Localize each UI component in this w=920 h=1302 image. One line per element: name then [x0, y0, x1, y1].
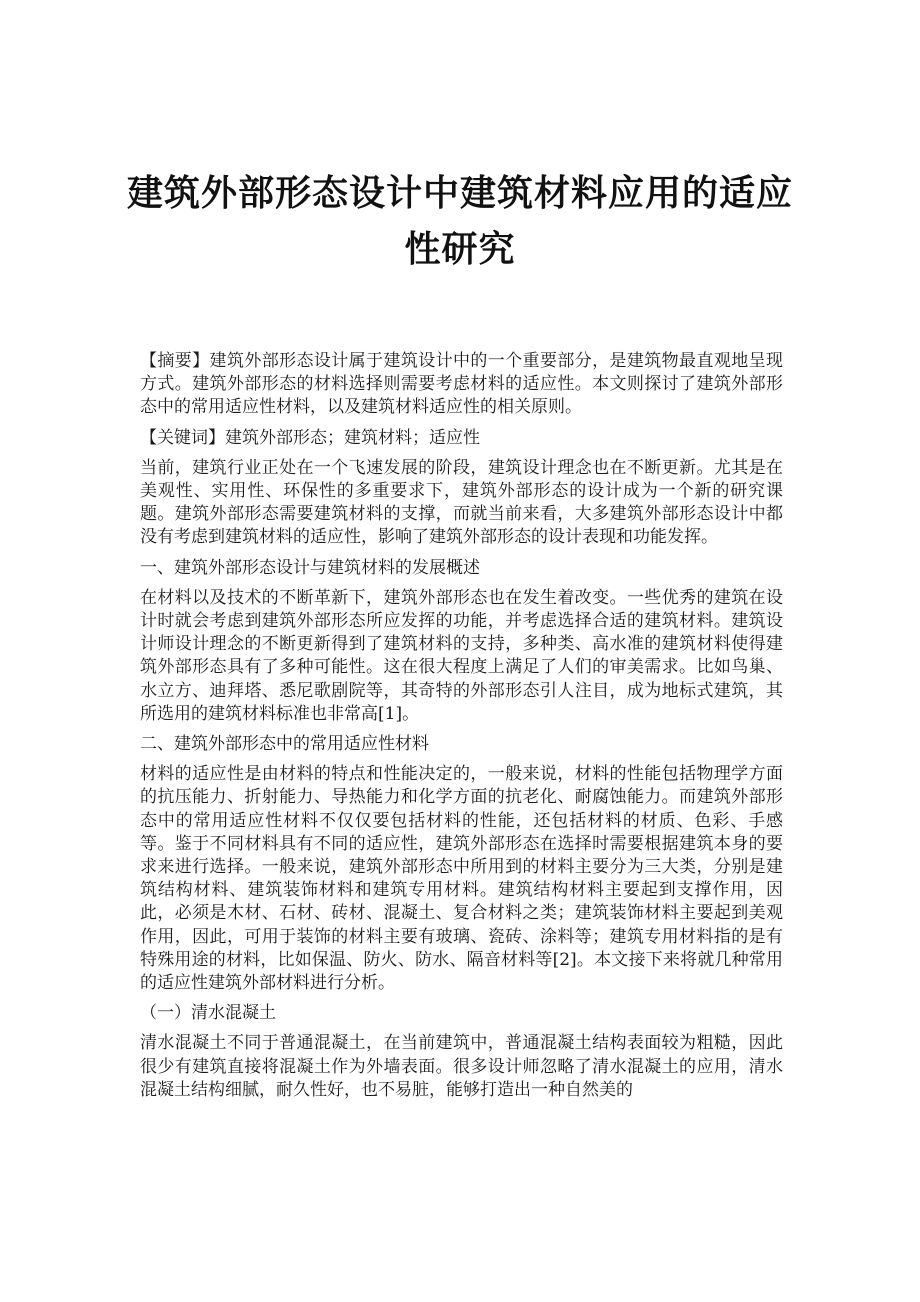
document-body — [140, 350, 783, 1109]
section-heading-1: 一、建筑外部形态设计与建筑材料的发展概述 — [140, 557, 480, 578]
abstract-paragraph: 【摘要】建筑外部形态设计属于建筑设计中的一个重要部分，是建筑物最直观地呈现方式。建筑外部形态的材料选择则需要考虑材料的适应性。本文则探讨了建筑外部形态中的常用适应性材料，以及建筑材料适应性的相关原则。 — [140, 351, 783, 418]
section-2-paragraph: 材料的适应性是由材料的特点和性能决定的，一般来说，材料的性能包括物理学方面的抗压能力、折射能力、导热能力和化学方面的抗老化、耐腐蚀能力。而建筑外部形态中的常用适应性材料不仅仅要包括材料的性能，还包括材料的材质、色彩、手感等。鉴于不同材料具有不同的适应性，建筑外部形态在选择时需要根据建筑本身的要求来进行选择。一般来说，建筑外部形态中所用到的材料主要分为三大类，分别是建筑结构材料、建筑装饰材料和建筑专用材料。建筑结构材料主要起到支撑作用，因此，必须是木材、石材、砖材、混凝土、复合材料之类；建筑装饰材料主要起到美观作用，因此，可用于装饰的材料主要有玻璃、瓷砖、涂料等；建筑专用材料指的是有特殊用途的材料，比如保温、防火、防水、隔音材料等[2]。本文接下来将就几种常用的适应性建筑外部材料进行分析。 — [140, 764, 783, 994]
subsection-heading-1: （一）清水混凝土 — [140, 1003, 276, 1024]
keywords-paragraph: 【关键词】建筑外部形态；建筑材料；适应性 — [140, 427, 480, 448]
document-title: 建筑外部形态设计中建筑材料应用的适应性研究 — [126, 173, 793, 270]
section-1-paragraph: 在材料以及技术的不断革新下，建筑外部形态也在发生着改变。一些优秀的建筑在设计时就会考虑到建筑外部形态所应发挥的功能，并考虑选择合适的建筑材料。建筑设计师设计理念的不断更新得到了建筑材料的支持，多种类、高水准的建筑材料使得建筑外部形态具有了多种可能性。这在很大程度上满足了人们的审美需求。比如鸟巢、水立方、迪拜塔、悉尼歌剧院等，其奇特的外部形态引人注目，成为地标式建筑，其所选用的建筑材料标准也非常高[1]。 — [140, 587, 783, 724]
section-heading-2: 二、建筑外部形态中的常用适应性材料 — [140, 734, 429, 755]
subsection-1-paragraph: 清水混凝土不同于普通混凝土，在当前建筑中，普通混凝土结构表面较为粗糙，因此很少有建筑直接将混凝土作为外墙表面。很多设计师忽略了清水混凝土的应用，清水混凝土结构细腻，耐久性好，也不易脏，能够打造出一种自然美的 — [140, 1033, 783, 1100]
intro-paragraph: 当前，建筑行业正处在一个飞速发展的阶段，建筑设计理念也在不断更新。尤其是在美观性、实用性、环保性的多重要求下，建筑外部形态的设计成为一个新的研究课题。建筑外部形态需要建筑材料的支撑，而就当前来看，大多建筑外部形态设计中都没有考虑到建筑材料的适应性，影响了建筑外部形态的设计表现和功能发挥。 — [140, 457, 783, 548]
